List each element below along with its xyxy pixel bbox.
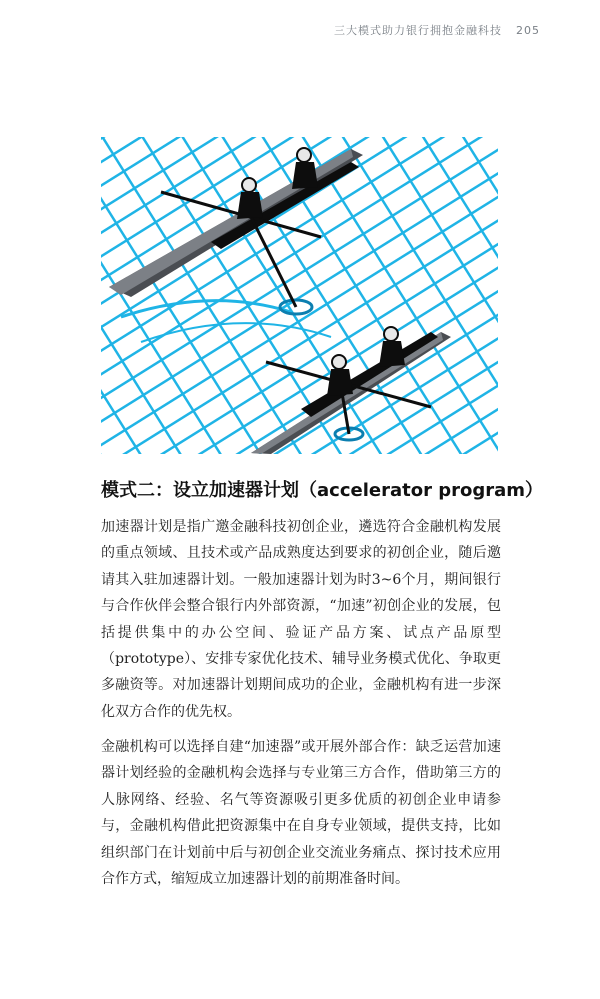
- section-title: 模式二：设立加速器计划（accelerator program）: [101, 480, 544, 501]
- body-paragraph: 金融机构可以选择自建“加速器”或开展外部合作：缺乏运营加速器计划经验的金融机构会选择与专业第三方合作，借助第三方的人脉网络、经验、名气等资源吸引更多优质的初创企业申请参与，金融机构借此把资源集中在自身专业领域，提供支持，比如组织部门在计划前中后与初创企业交流业务痛点、探讨技术应用合作方式，缩短成立加速器计划的前期准备时间。: [101, 739, 501, 888]
- running-title: 三大模式助力银行拥抱金融科技: [334, 24, 502, 37]
- rowing-illustration: [101, 137, 498, 454]
- body-paragraph: 加速器计划是指广邀金融科技初创企业，遴选符合金融机构发展的重点领域、且技术或产品成熟度达到要求的初创企业，随后邀请其入驻加速器计划。一般加速器计划为时3~6个月，期间银行与合作伙伴会整合银行内外部资源，“加速”初创企业的发展，包括提供集中的办公空间、验证产品方案、试点产品原型（prototype）、安排专家优化技术、辅导业务模式优化、争取更多融资等。对加速器计划期间成功的企业，金融机构有进一步深化双方合作的优先权。: [101, 519, 501, 720]
- page-number: 205: [516, 24, 540, 37]
- rowing-illustration-svg: [101, 137, 498, 454]
- running-header: [334, 22, 540, 38]
